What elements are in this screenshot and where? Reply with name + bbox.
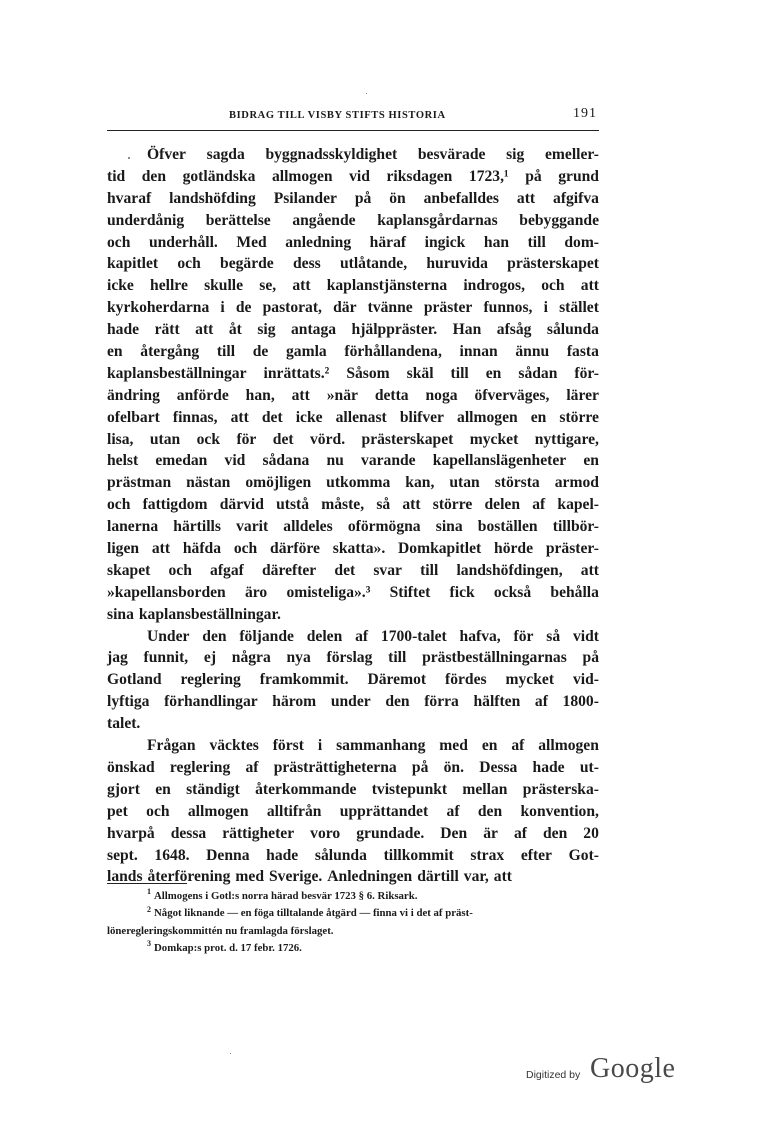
text-line: kapitlet och begärde dess utlåtande, huruvida prästerskapet bbox=[107, 255, 599, 273]
text-line: kaplansbeställningar inrättats.² Såsom skäl till en sådan för- bbox=[107, 364, 599, 382]
text-line: tid den gotländska allmogen vid riksdagen 1723,¹ på grund bbox=[107, 167, 599, 185]
text-line: gjort en ständigt återkommande tvistepunkt mellan prästerska- bbox=[107, 780, 599, 798]
running-head-title: BIDRAG TILL VISBY STIFTS HISTORIA bbox=[229, 110, 446, 121]
text-line: och fattigdom därvid utstå måste, så att större delen af kapel- bbox=[107, 496, 599, 514]
google-logo: Google bbox=[590, 1053, 676, 1084]
text-line: sept. 1648. Denna hade sålunda tillkommit strax efter Got- bbox=[107, 846, 599, 864]
footnote-rule bbox=[107, 883, 187, 884]
footnote bbox=[107, 923, 599, 940]
footnote-text: Något liknande — en föga tilltalande åtgärd — finna vi i det af präst- bbox=[154, 907, 473, 920]
text-line: helst emedan vid sådana nu varande kapellanslägenheter en bbox=[107, 452, 599, 470]
footnote-text: löneregleringskommittén nu framlagda förslaget. bbox=[107, 924, 334, 937]
footnote bbox=[107, 888, 599, 905]
text-line: lyftiga förhandlingar härom under den förra hälften af 1800- bbox=[107, 693, 599, 711]
text-line: en återgång till de gamla förhållandena, innan ännu fasta bbox=[107, 343, 599, 361]
text-line: hvarpå dessa rättigheter voro grundade. Den är af den 20 bbox=[107, 824, 599, 842]
text-line: »kapellansborden äro omisteliga».³ Stiftet fick också behålla bbox=[107, 583, 599, 601]
text-line: Öfver sagda byggnadsskyldighet besvärade sig emeller- bbox=[147, 146, 599, 163]
text-line: pet och allmogen alltifrån upprättandet af den konvention, bbox=[107, 802, 599, 820]
text-line: jag funnit, ej några nya förslag till prästbeställningarnas på bbox=[107, 649, 599, 667]
text-line: ligen att häfda och därföre skatta». Domkapitlet hörde präster- bbox=[107, 540, 599, 558]
footnote-mark: 2 bbox=[147, 904, 151, 914]
page-number: 191 bbox=[573, 106, 597, 121]
footnotes bbox=[107, 888, 599, 957]
footnote-mark: 1 bbox=[147, 887, 151, 897]
text-line: hvaraf landshöfding Psilander på ön anbefalldes att afgifva bbox=[107, 189, 599, 207]
text-line: önskad reglering af prästrättigheterna på ön. Dessa hade ut- bbox=[107, 758, 599, 776]
text-line: ofelbart finnas, att det icke allenast blifver allmogen en större bbox=[107, 408, 599, 426]
text-line: prästman nästan omöjligen utkomma kan, utan största armod bbox=[107, 474, 599, 492]
footnote bbox=[107, 905, 599, 922]
text-line: lands återförening med Sverige. Anledningen därtill var, att bbox=[107, 868, 512, 886]
text-line: underdånig berättelse angående kaplansgårdarnas bebyggande bbox=[107, 211, 599, 229]
text-line: lisa, utan ock för det vörd. prästerskapet mycket nyttigare, bbox=[107, 430, 599, 448]
speck bbox=[366, 93, 367, 94]
text-line: talet. bbox=[107, 715, 141, 733]
text-line: och underhåll. Med anledning häraf ingick han till dom- bbox=[107, 233, 599, 251]
footnote-text: Domkap:s prot. d. 17 febr. 1726. bbox=[154, 941, 302, 954]
text-line: skapet och afgaf därefter det svar till landshöfdingen, att bbox=[107, 561, 599, 579]
text-line: lanerna härtills varit alldeles oförmögna sina boställen tillbör- bbox=[107, 518, 599, 536]
text-line: icke hellre skulle se, att kaplanstjänsterna indrogos, och att bbox=[107, 277, 599, 295]
running-head bbox=[107, 108, 599, 126]
text-line: sina kaplansbeställningar. bbox=[107, 605, 281, 623]
google-watermark bbox=[526, 1053, 686, 1093]
body-text bbox=[107, 144, 599, 888]
header-rule bbox=[107, 130, 599, 131]
footnote-mark: 3 bbox=[147, 939, 151, 949]
text-line: Gotland reglering framkommit. Däremot fördes mycket vid- bbox=[107, 671, 599, 689]
speck bbox=[230, 1053, 231, 1054]
text-line: kyrkoherdarna i de pastorat, där tvänne präster funnos, i stället bbox=[107, 299, 599, 317]
text-line: hade rätt att åt sig antaga hjälppräster. Han afsåg sålunda bbox=[107, 321, 599, 339]
digitized-by-label: Digitized by bbox=[526, 1069, 581, 1081]
text-line: Frågan väcktes först i sammanhang med en af allmogen bbox=[147, 737, 599, 755]
footnote-text: Allmogens i Gotl:s norra härad besvär 1723 § 6. Riksark. bbox=[154, 890, 418, 902]
text-line: ändring anförde han, att »när detta noga öfverväges, lärer bbox=[107, 386, 599, 404]
footnote bbox=[107, 940, 599, 957]
speck bbox=[128, 157, 130, 159]
text-line: Under den följande delen af 1700-talet hafva, för så vidt bbox=[147, 627, 599, 645]
